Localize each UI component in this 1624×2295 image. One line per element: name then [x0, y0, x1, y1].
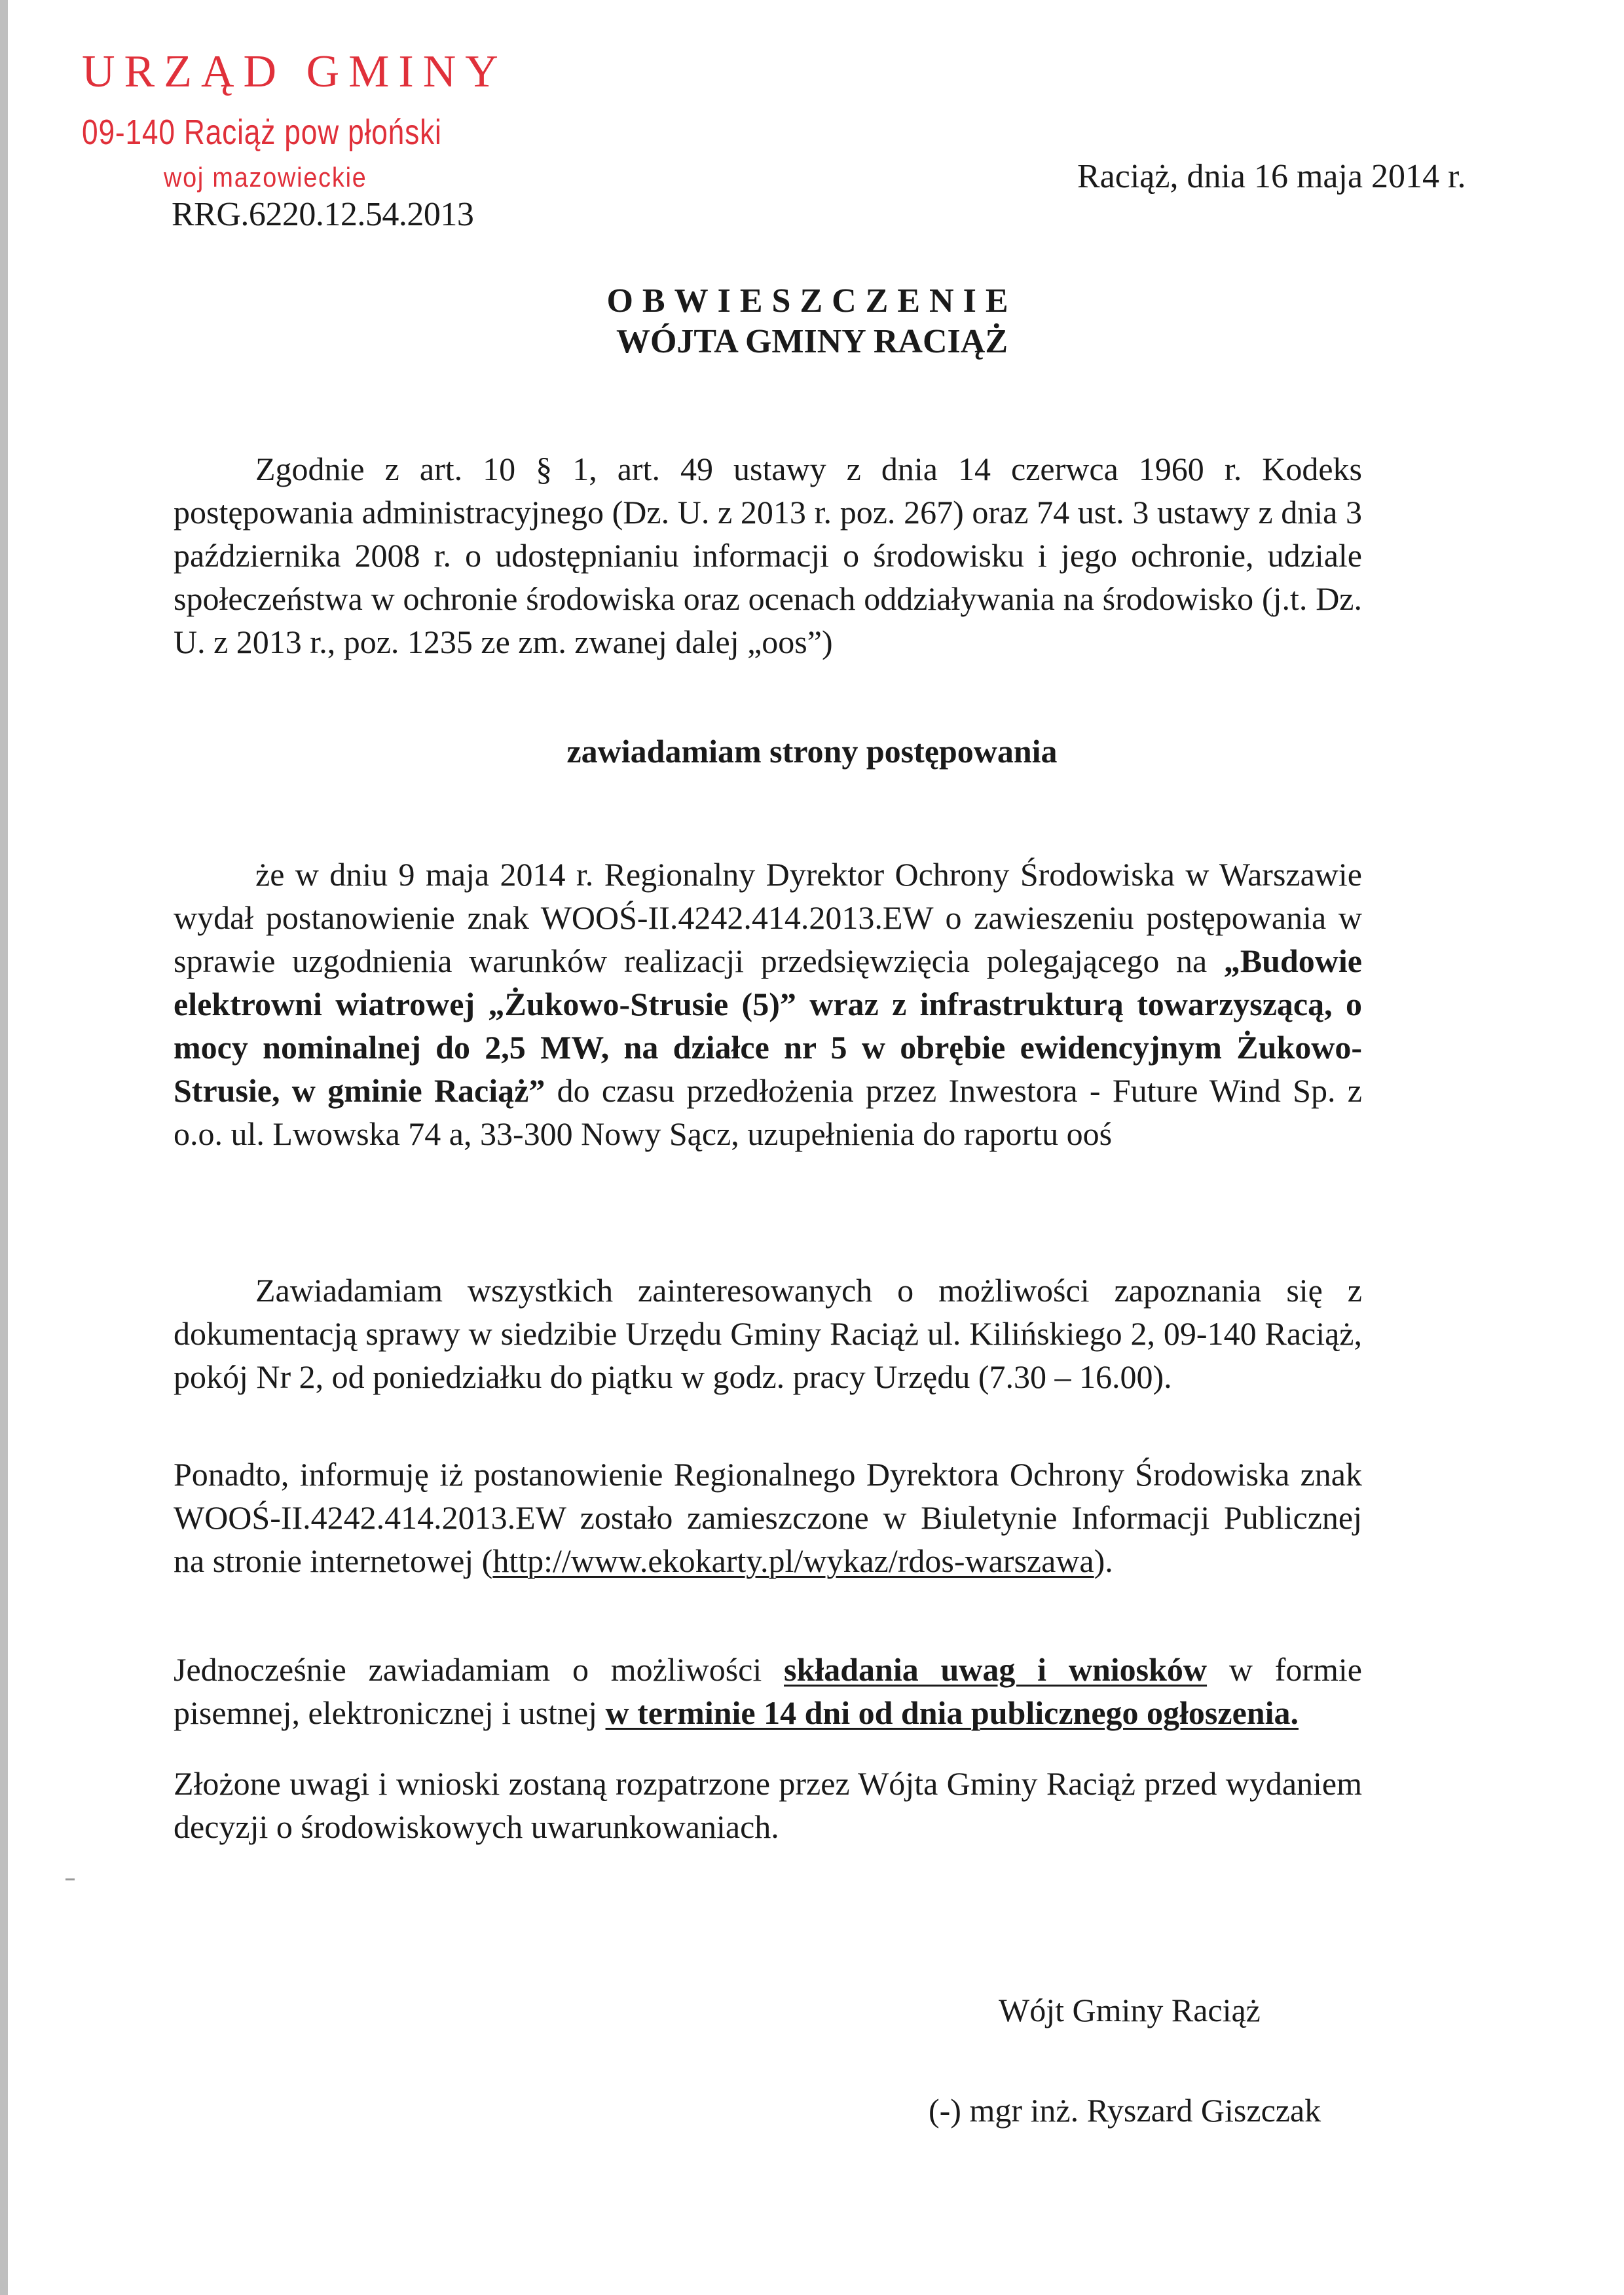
decision-text-1: że w dniu 9 maja 2014 r. Regionalny Dyrektor Ochrony Środowiska w Warszawie wydał postanowienie znak WOOŚ-II.4242.414.2013.EW o zawieszeniu postępowania w sprawie uzgodnienia warunków realizacji przedsięwzięcia polegającego na: [174, 856, 1362, 979]
place-date: Raciąż, dnia 16 maja 2014 r.: [1077, 158, 1466, 195]
comments-emphasis: składania uwag i wniosków: [784, 1651, 1208, 1688]
stamp-voivodeship: woj mazowieckie: [164, 162, 367, 193]
signature-office: Wójt Gminy Raciąż: [999, 1992, 1261, 2028]
office-stamp: [82, 46, 521, 194]
decision-text-2: do czasu przedłożenia przez Inwestora - Future Wind Sp. z o.o. ul. Lwowska 74 a, 33-300 Nowy Sącz, uzupełnienia do raportu ooś: [174, 1072, 1362, 1152]
stamp-address: 09-140 Raciąż pow płoński: [82, 113, 442, 152]
documentation-paragraph: Zawiadamiam wszystkich zainteresowanych o możliwości zapoznania się z dokumentacją sprawy w siedzibie Urzędu Gminy Raciąż ul. Kilińskiego 2, 09-140 Raciąż, pokój Nr 2, od poniedziałku do piątku w godz. pracy Urzędu (7.30 – 16.00).: [174, 1272, 1362, 1395]
consideration-paragraph: Złożone uwagi i wnioski zostaną rozpatrzone przez Wójta Gminy Raciąż przed wydaniem decyzji o środowiskowych uwarunkowaniach.: [174, 1765, 1362, 1845]
legal-basis-paragraph: Zgodnie z art. 10 § 1, art. 49 ustawy z dnia 14 czerwca 1960 r. Kodeks postępowania administracyjnego (Dz. U. z 2013 r. poz. 267) oraz 74 ust. 3 ustawy z dnia 3 października 2008 r. o udostępnianiu informacji o środowisku i jego ochronie, udziale społeczeństwa w ochronie środowiska oraz ocenach oddziaływania na środowisko (j.t. Dz. U. z 2013 r., poz. 1235 ze zm. zwanej dalej „oos”): [174, 451, 1362, 660]
comments-text-2: w formie pisemnej, elektronicznej i ustnej: [174, 1651, 1362, 1731]
stamp-office-name: URZĄD GMINY: [82, 47, 507, 97]
project-name: „Budowie elektrowni wiatrowej „Żukowo-Strusie (5)” wraz z infrastrukturą towarzyszącą, o mocy nominalnej do 2,5 MW, na działce nr 5 w obrębie ewidencyjnym Żukowo-Strusie, w gminie Raciąż”: [174, 942, 1362, 1109]
bip-link[interactable]: http://www.ekokarty.pl/wykaz/rdos-warszawa: [492, 1542, 1094, 1579]
publication-text-2: ).: [1094, 1542, 1113, 1579]
reference-number: RRG.6220.12.54.2013: [172, 196, 474, 233]
comments-paragraph: [174, 1648, 1362, 1734]
document-title: OBWIESZCZENIE: [606, 282, 1018, 320]
signature-name: (-) mgr inż. Ryszard Giszczak: [929, 2092, 1321, 2129]
document-subtitle: WÓJTA GMINY RACIĄŻ: [616, 323, 1008, 360]
publication-paragraph: [174, 1453, 1362, 1582]
deadline-emphasis: w terminie 14 dni od dnia publicznego ogłoszenia.: [605, 1694, 1299, 1731]
scan-mark: [65, 1878, 75, 1880]
comments-text-1: Jednocześnie zawiadamiam o możliwości: [174, 1651, 784, 1688]
publication-text-1: Ponadto, informuję iż postanowienie Regionalnego Dyrektora Ochrony Środowiska znak WOOŚ-II.4242.414.2013.EW zostało zamieszczone w Biuletynie Informacji Publicznej na stronie internetowej (: [174, 1456, 1362, 1579]
decision-paragraph: [174, 853, 1362, 1155]
notice-heading: zawiadamiam strony postępowania: [566, 733, 1058, 770]
